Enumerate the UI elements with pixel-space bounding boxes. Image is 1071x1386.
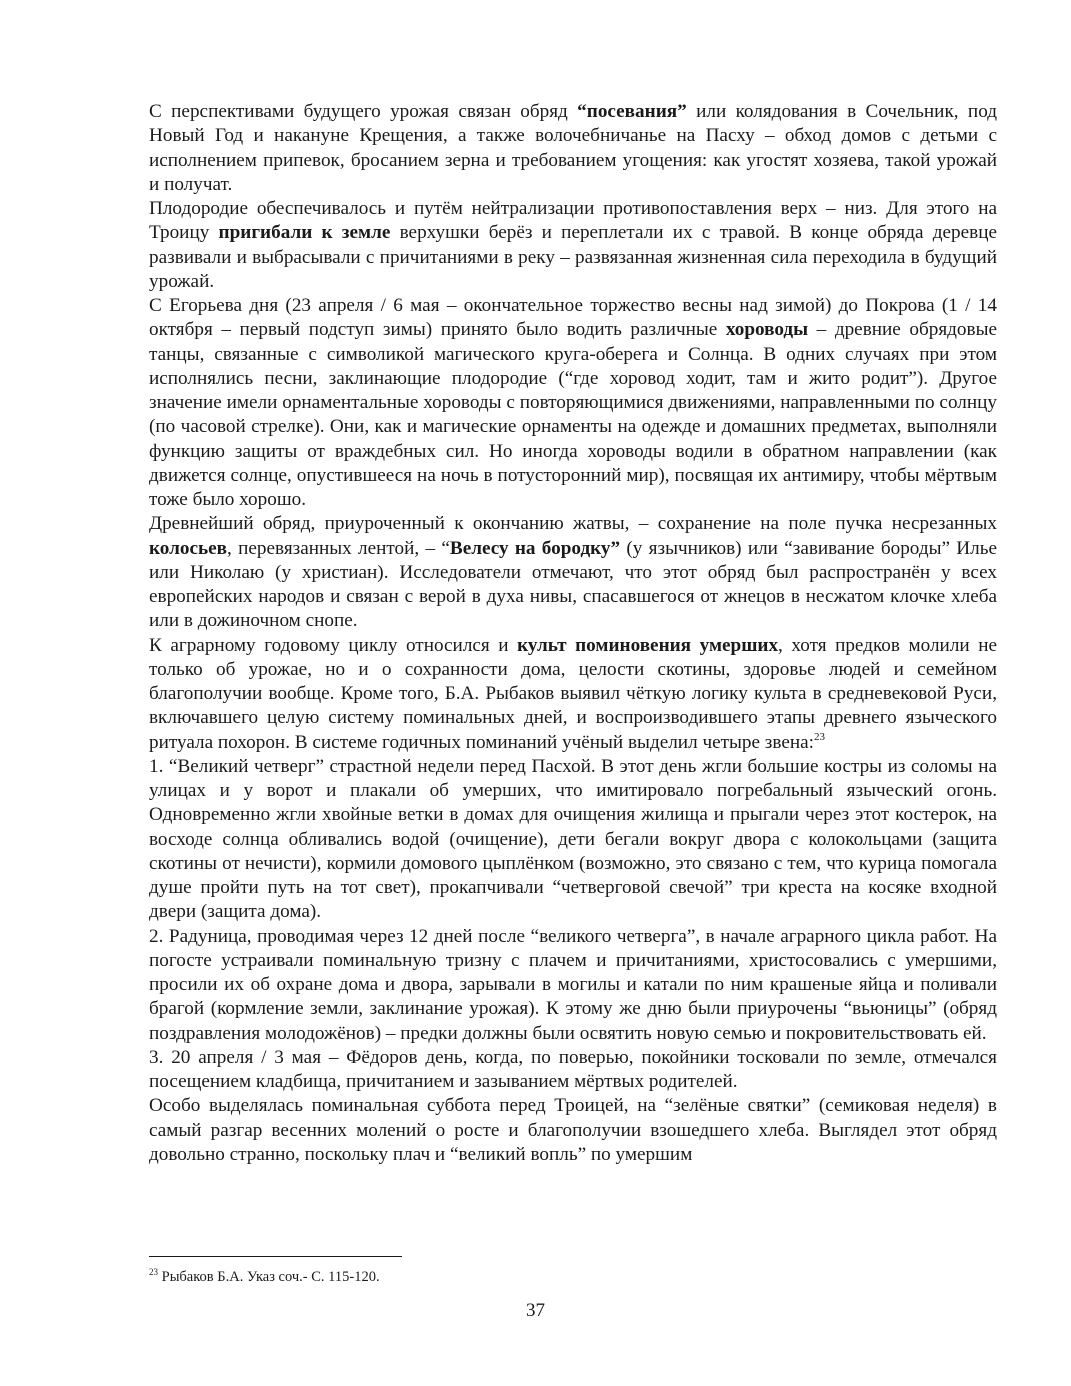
- text-run: 3. 20 апреля / 3 мая – Фёдоров день, когда, по поверью, покойники тосковали по земле, отмечался посещением кладбища, причитанием и зазыванием мёртвых родителей.: [149, 1046, 997, 1092]
- paragraph: [149, 1094, 997, 1167]
- page-body: [149, 100, 997, 1167]
- bold-term: культ поминовения умерших: [517, 634, 779, 656]
- paragraph: [149, 100, 997, 197]
- bold-term: колосьев: [149, 537, 228, 559]
- text-run: С перспективами будущего урожая связан обряд: [149, 101, 578, 122]
- text-run: или колядования в Сочельник, под Новый Год и накануне Крещения, а также волочебничанье на Пасху – обход домов с детьми с исполнением припевок, бросанием зерна и требованием угощения: как угостят хозяева, такой урожай и получат.: [149, 101, 998, 195]
- paragraph: [149, 512, 997, 633]
- text-run: , перевязанных лентой, – “: [227, 537, 450, 559]
- text-run: 1. “Великий четверг” страстной недели перед Пасхой. В этот день жгли большие костры из соломы на улицах и у ворот и плакали об умерших, что имитировало погребальный языческий огонь. Одновременно жгли хвойные ветки в домах для очищения жилища и прыгали через этот костерок, на восходе солнца обливались водой (очищение), дети бегали вокруг двора с колокольцами (защита скотины от нечисти), кормили домового цыплёнком (возможно, это связано с тем, что курица помогала душе пройти путь на тот свет), прокапчивали “четверговой свечой” три креста на косяке входной двери (защита дома).: [149, 755, 997, 923]
- footnote-text: Рыбаков Б.А. Указ соч.- С. 115-120.: [158, 1269, 380, 1285]
- paragraph: [149, 197, 997, 294]
- text-run: верхушки берёз и переплетали их с травой. В конце обряда деревце развивали и выбрасывали с причитаниями в реку – развязанная жизненная сила переходила в будущий урожай.: [149, 222, 997, 292]
- bold-term: пригибали к земле: [218, 222, 391, 244]
- text-run: Древнейший обряд, приуроченный к окончанию жатвы, – сохранение на поле пучка несрезанных: [149, 513, 997, 535]
- footnote: [149, 1268, 380, 1286]
- bold-term: хороводы: [725, 319, 809, 341]
- paragraph: [149, 755, 997, 925]
- paragraph: [149, 925, 997, 1046]
- text-run: С Егорьева дня (23 апреля / 6 мая – окончательное торжество весны над зимой) до Покрова (1 / 14 октября – первый подступ зимы) принято было водить различные: [149, 295, 997, 341]
- bold-term: Велесу на бородку”: [449, 537, 621, 559]
- paragraph: [149, 1046, 997, 1095]
- footnote-marker: 23: [149, 1267, 158, 1277]
- text-run: 2. Радуница, проводимая через 12 дней после “великого четверга”, в начале аграрного цикла работ. На погосте устраивали поминальную тризну с плачем и причитаниями, христосовались с умершими, просили их об охране дома и двора, зарывали в могилы и катали по ним крашеные яйца и поливали брагой (кормление земли, заклинание урожая). К этому же дню были приурочены “вьюницы” (обряд поздравления молодожёнов) – предки должны были освятить новую семью и покровительствовать ей.: [149, 925, 997, 1044]
- text-run: Особо выделялась поминальная суббота перед Троицей, на “зелёные святки” (семиковая неделя) в самый разгар весенних молений о росте и благополучии взошедшего хлеба. Выглядел этот обряд довольно странно, поскольку плач и “великий вопль” по умершим: [149, 1095, 997, 1165]
- footnote-reference: 23: [813, 730, 825, 743]
- text-run: К аграрному годовому циклу относился и: [149, 634, 518, 656]
- text-run: (у язычников) или “завивание бороды” Илье или Николаю (у христиан). Исследователи отмечают, что этот обряд был распространён у всех европейских народов и связан с верой в духа нивы, спасавшегося от жнецов в несжатом клочке хлеба или в дожиночном снопе.: [149, 537, 997, 632]
- text-run: – древние обрядовые танцы, связанные с символикой магического круга-оберега и Солнца. В одних случаях при этом исполнялись песни, заклинающие плодородие (“где хоровод ходит, там и жито родит”). Другое значение имели орнаментальные хороводы с повторяющимися движениями, направленными по солнцу (по часовой стрелке). Они, как и магические орнаменты на одежде и домашних предметах, выполняли функцию защиты от враждебных сил. Но иногда хороводы водили в обратном направлении (как движется солнце, опустившееся на ночь в потусторонний мир), посвящая их антимиру, чтобы мёртвым тоже было хорошо.: [149, 319, 997, 510]
- text-run: , хотя предков молили не только об урожае, но и о сохранности дома, целости скотины, здоровье людей и семейном благополучии вообще. Кроме того, Б.А. Рыбаков выявил чёткую логику культа в средневековой Руси, включавшего целую систему поминальных дней, и воспроизводившего этапы древнего языческого ритуала похорон. В системе годичных поминаний учёный выделил четыре звена:: [149, 634, 997, 753]
- page-number: 37: [526, 1300, 545, 1321]
- bold-term: “посевания”: [577, 101, 687, 122]
- footnote-separator: [149, 1256, 402, 1257]
- paragraph: [149, 634, 997, 755]
- text-run: Плодородие обеспечивалось и путём нейтрализации противопоставления верх – низ. Для этого на Троицу: [149, 198, 997, 244]
- paragraph: [149, 294, 997, 512]
